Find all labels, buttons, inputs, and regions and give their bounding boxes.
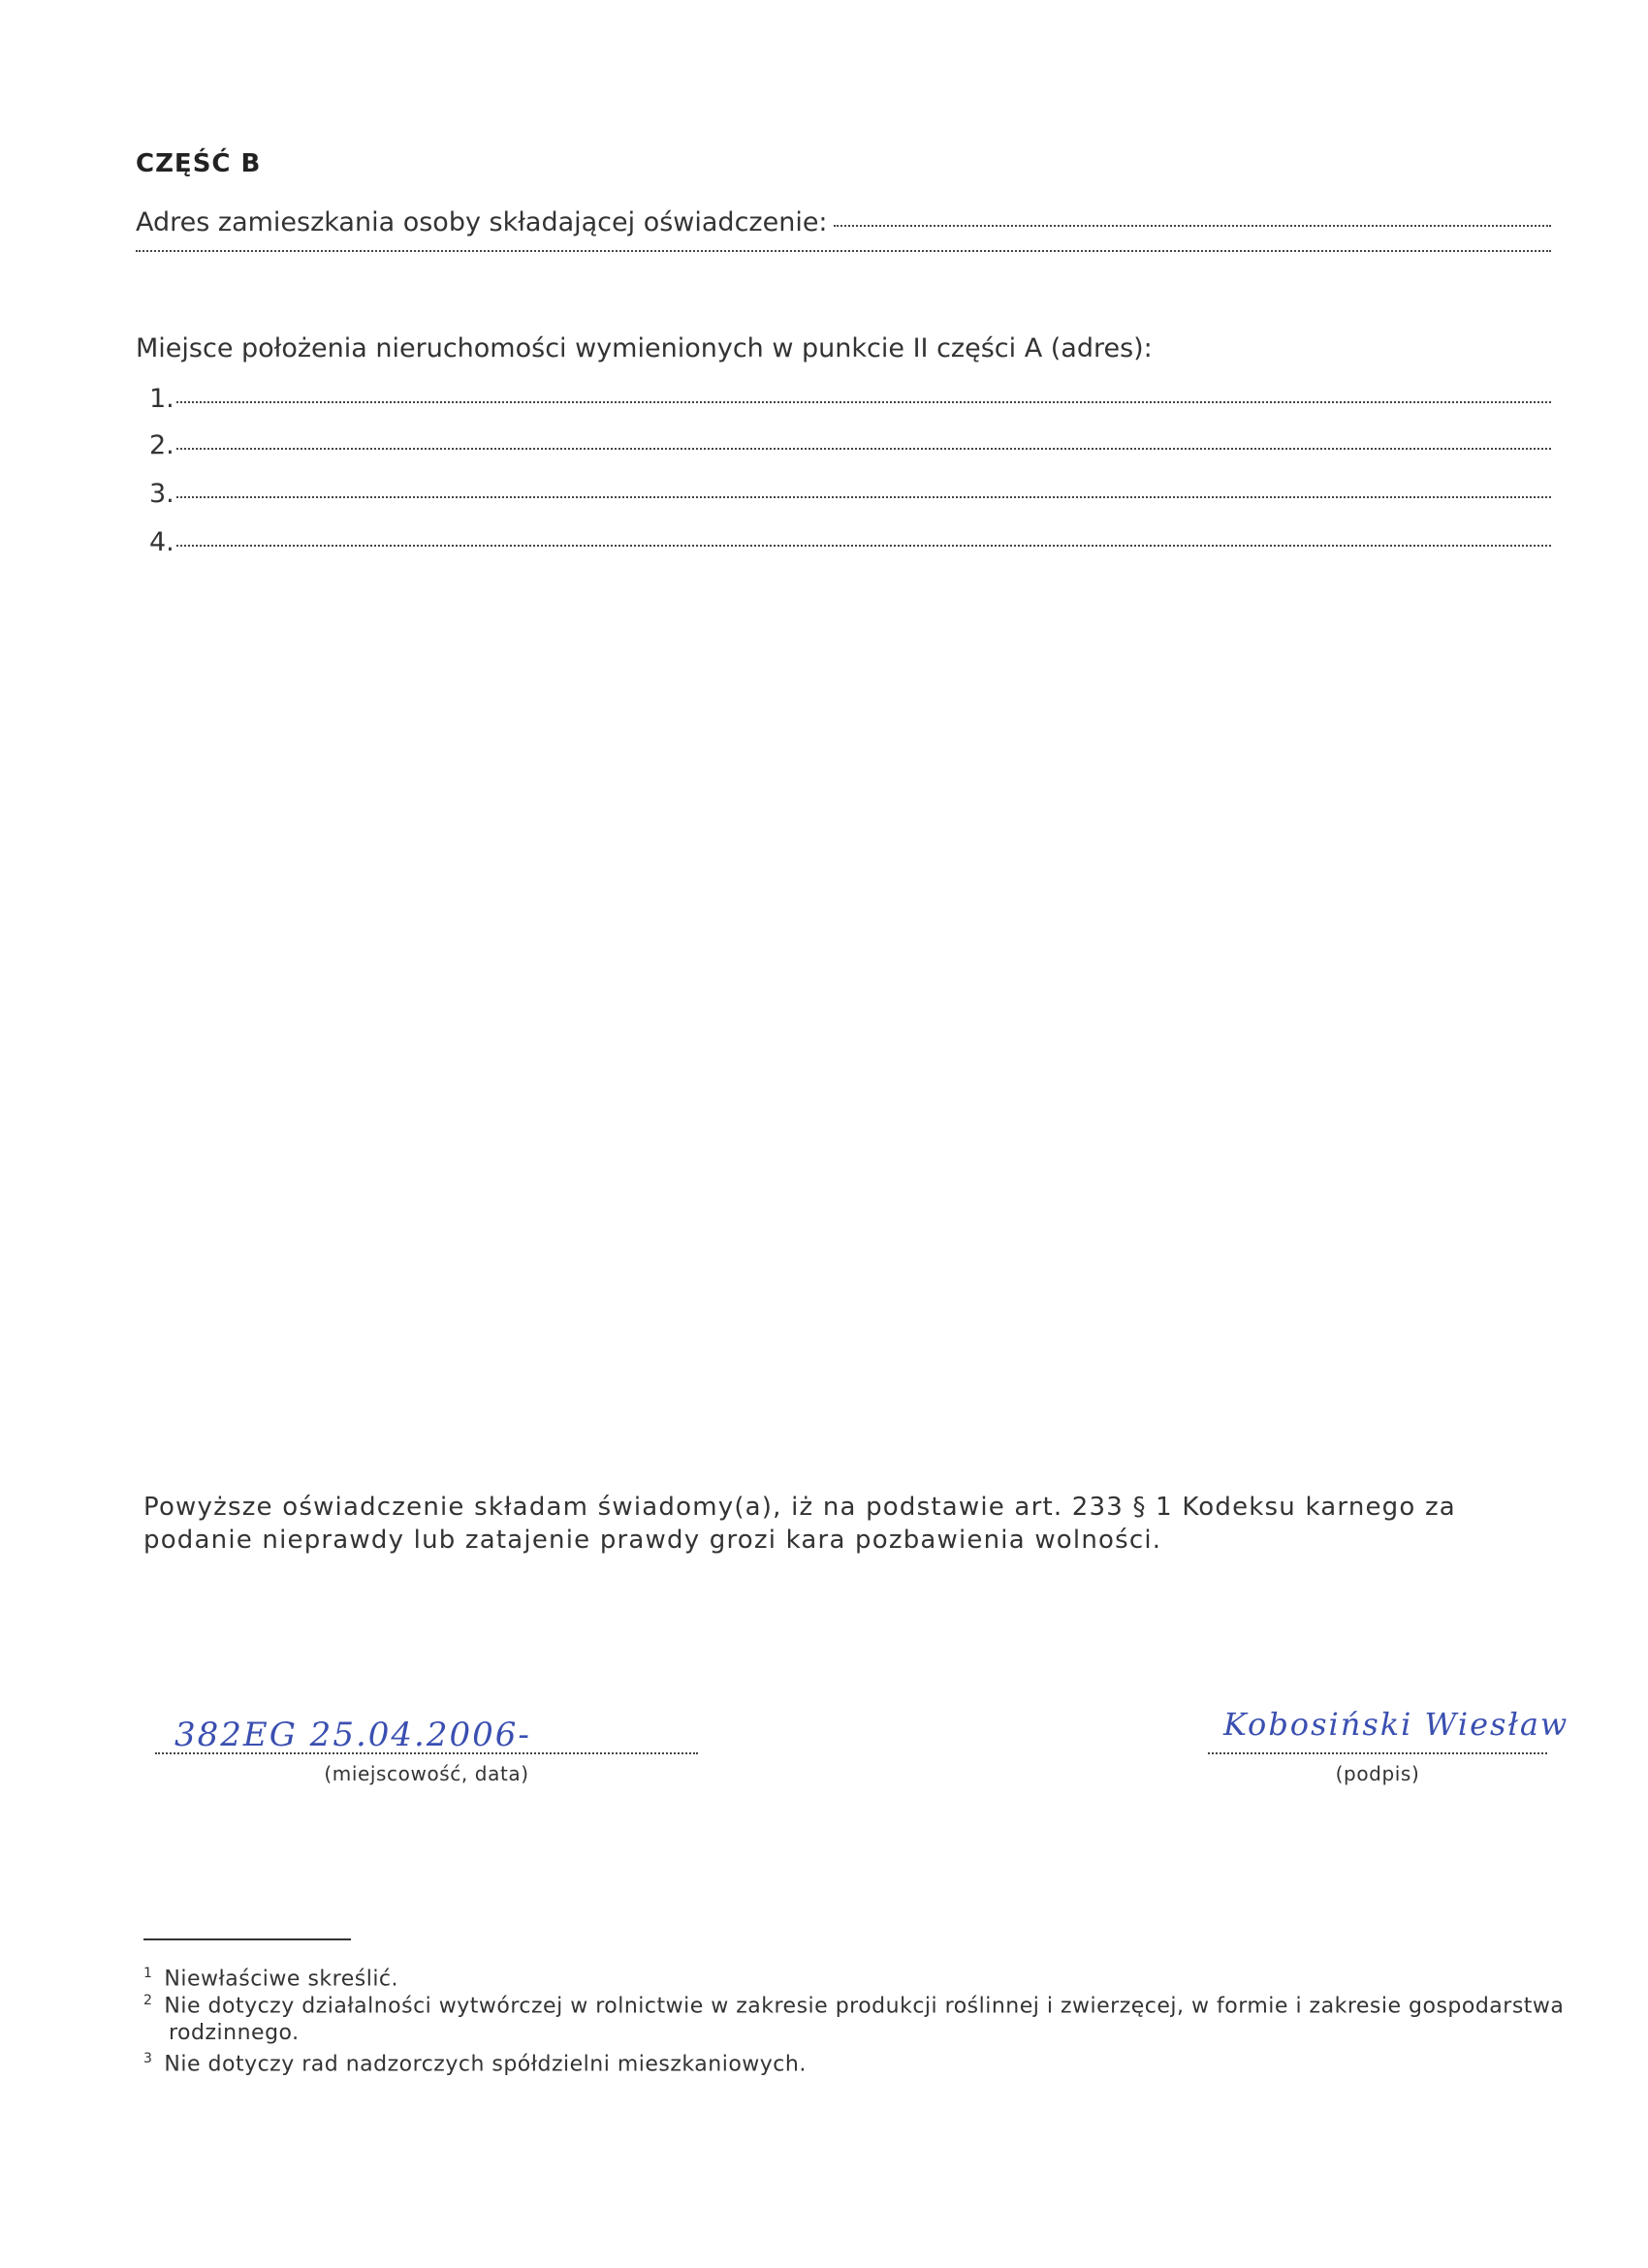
footnote-mark: 2 <box>143 1993 153 2008</box>
signature-block <box>1208 1752 1547 1785</box>
footnote-mark: 1 <box>143 1966 153 1981</box>
signature-line <box>1208 1752 1547 1754</box>
property-fill-line <box>176 401 1551 403</box>
property-number: 2. <box>149 430 174 460</box>
footnote-3 <box>143 2045 1594 2078</box>
handwritten-signature: Kobosiński Wiesław <box>1223 1706 1569 1743</box>
property-fill-line <box>176 545 1551 547</box>
properties-label: Miejsce położenia nieruchomości wymienionych w punkcie II części A (adres): <box>136 333 1153 363</box>
footnote-text: Niewłaściwe skreślić. <box>164 1967 399 1992</box>
property-number: 4. <box>149 527 174 557</box>
footnote-text: Nie dotyczy rad nadzorczych spółdzielni mieszkaniowych. <box>164 2052 807 2077</box>
property-fill-line <box>176 496 1551 498</box>
property-line-1 <box>149 384 1551 414</box>
address-field-continuation <box>136 254 1551 256</box>
signature-caption: (podpis) <box>1335 1762 1420 1785</box>
handwritten-place-date: 382EG 25.04.2006- <box>174 1716 531 1754</box>
property-number: 3. <box>149 479 174 509</box>
property-number: 1. <box>149 384 174 414</box>
property-line-4 <box>149 527 1551 557</box>
place-date-block <box>155 1752 698 1785</box>
address-label: Adres zamieszkania osoby składającej oświadczenie: <box>136 207 828 237</box>
address-field <box>136 207 1551 237</box>
declaration-text: Powyższe oświadczenie składam świadomy(a), iż na podstawie art. 233 § 1 Kodeksu karnego za podanie nieprawdy lub zatajenie prawdy grozi kara pozbawienia wolności. <box>143 1493 1456 1555</box>
property-line-3 <box>149 479 1551 509</box>
section-heading: CZĘŚĆ B <box>136 149 262 178</box>
property-line-2 <box>149 430 1551 460</box>
properties-label-row <box>136 333 1551 363</box>
address-fill-line-2 <box>136 250 1551 252</box>
place-date-line <box>155 1752 698 1754</box>
property-fill-line <box>176 448 1551 450</box>
footnote-mark: 3 <box>143 2051 153 2066</box>
place-date-caption: (miejscowość, data) <box>324 1762 529 1785</box>
address-fill-line <box>834 225 1551 227</box>
footnote-2 <box>143 1987 1594 2047</box>
footnote-separator <box>143 1938 351 1940</box>
footnote-text: Nie dotyczy działalności wytwórczej w rolnictwie w zakresie produkcji roślinnej i zwierzęcej, w formie i zakresie gospodarstwa rodzinnego. <box>164 1994 1565 2046</box>
